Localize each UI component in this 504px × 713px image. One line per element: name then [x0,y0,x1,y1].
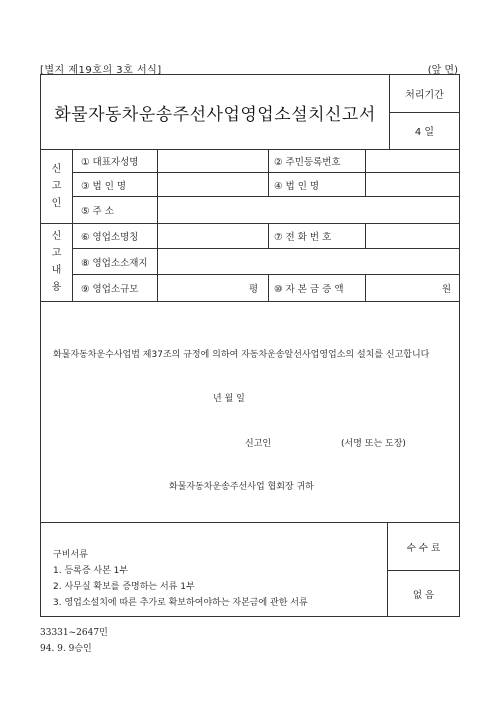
processing-period-box [389,75,459,149]
content-side-label [41,223,73,301]
capital-increase-field[interactable] [366,275,459,301]
corporation-name-label: ③ 법 인 명 [81,181,127,192]
sign-note: (서명 또는 도장) [341,439,406,449]
address-label: ⑤ 주 소 [81,206,114,217]
date-line: 년 월 일 [213,394,245,404]
office-name-label: ⑥ 영업소명칭 [81,232,139,243]
form-row [73,249,459,275]
corporation-name-label-2: ④ 법 인 명 [274,181,320,192]
requirements-title: 구비서류 [53,550,88,560]
addressee: 화물자동차운송주선사업 협회장 귀하 [169,482,314,492]
page-side: (앞 면) [427,65,458,76]
reporter-side-char: 고 [51,180,62,192]
office-location-label: ⑧ 영업소소재지 [81,258,148,269]
corporation-name-field[interactable] [158,173,268,197]
reporter-section [41,149,459,224]
requirement-item: 1. 등록증 사본 1부 [53,566,129,576]
content-side-char: 고 [51,248,62,259]
resident-number-label: ② 주민등록번호 [274,157,341,168]
form-row [73,149,459,173]
reporter-side-char: 인 [51,197,62,209]
signer-label: 신고인 [245,439,272,449]
requirements-section [41,522,459,617]
requirement-item: 3. 영업소설치에 따른 추가로 확보하여야하는 자본금에 관한 서류 [53,598,308,608]
office-location-field[interactable] [158,249,458,275]
content-section [41,223,459,302]
corporation-name-field-2[interactable] [366,173,459,197]
content-side-char: 신 [51,231,62,242]
title-row [41,75,459,150]
content-side-char: 내 [51,265,62,276]
form-row [73,223,459,249]
requirement-item: 2. 사무실 확보를 증명하는 서류 1부 [53,582,195,592]
office-size-field[interactable] [158,275,268,301]
fee-label: 수 수 료 [388,523,459,571]
footer-approval: 94. 9. 9승인 [40,644,92,654]
capital-increase-label: ⑩ 자 본 금 증 액 [274,284,344,295]
statement-text: 화물자동차운수사업법 제37조의 규정에 의하여 자동차운송알선사업영업소의 설치를 신고합니다 [53,350,430,360]
representative-name-label: ① 대표자성명 [81,157,139,168]
office-size-unit: 평 [248,284,258,295]
footer-code: 33331~2647민 [40,628,108,638]
fee-box [387,523,459,617]
processing-period-value: 4 일 [414,127,435,138]
form-title: 화물자동차운송주선사업영업소설치신고서 [54,104,376,125]
content-side-char: 용 [51,282,62,293]
representative-name-field[interactable] [158,149,268,173]
form-row [73,173,459,197]
resident-number-field[interactable] [366,149,459,173]
form-row [73,275,459,301]
capital-increase-unit: 원 [441,284,451,295]
form-frame [40,74,460,617]
form-number: [별지 제19호의 3호 서식] [40,65,162,76]
form-row [73,197,459,223]
phone-label: ⑦ 전 화 번 호 [274,232,332,243]
phone-field[interactable] [366,223,459,249]
office-size-label: ⑨ 영업소규모 [81,284,139,295]
reporter-side-char: 신 [51,163,62,175]
processing-period-label: 처리기간 [390,75,459,113]
address-field[interactable] [158,197,458,223]
reporter-side-label [41,149,73,223]
office-name-field[interactable] [158,223,268,249]
fee-value: 없 음 [412,589,435,601]
